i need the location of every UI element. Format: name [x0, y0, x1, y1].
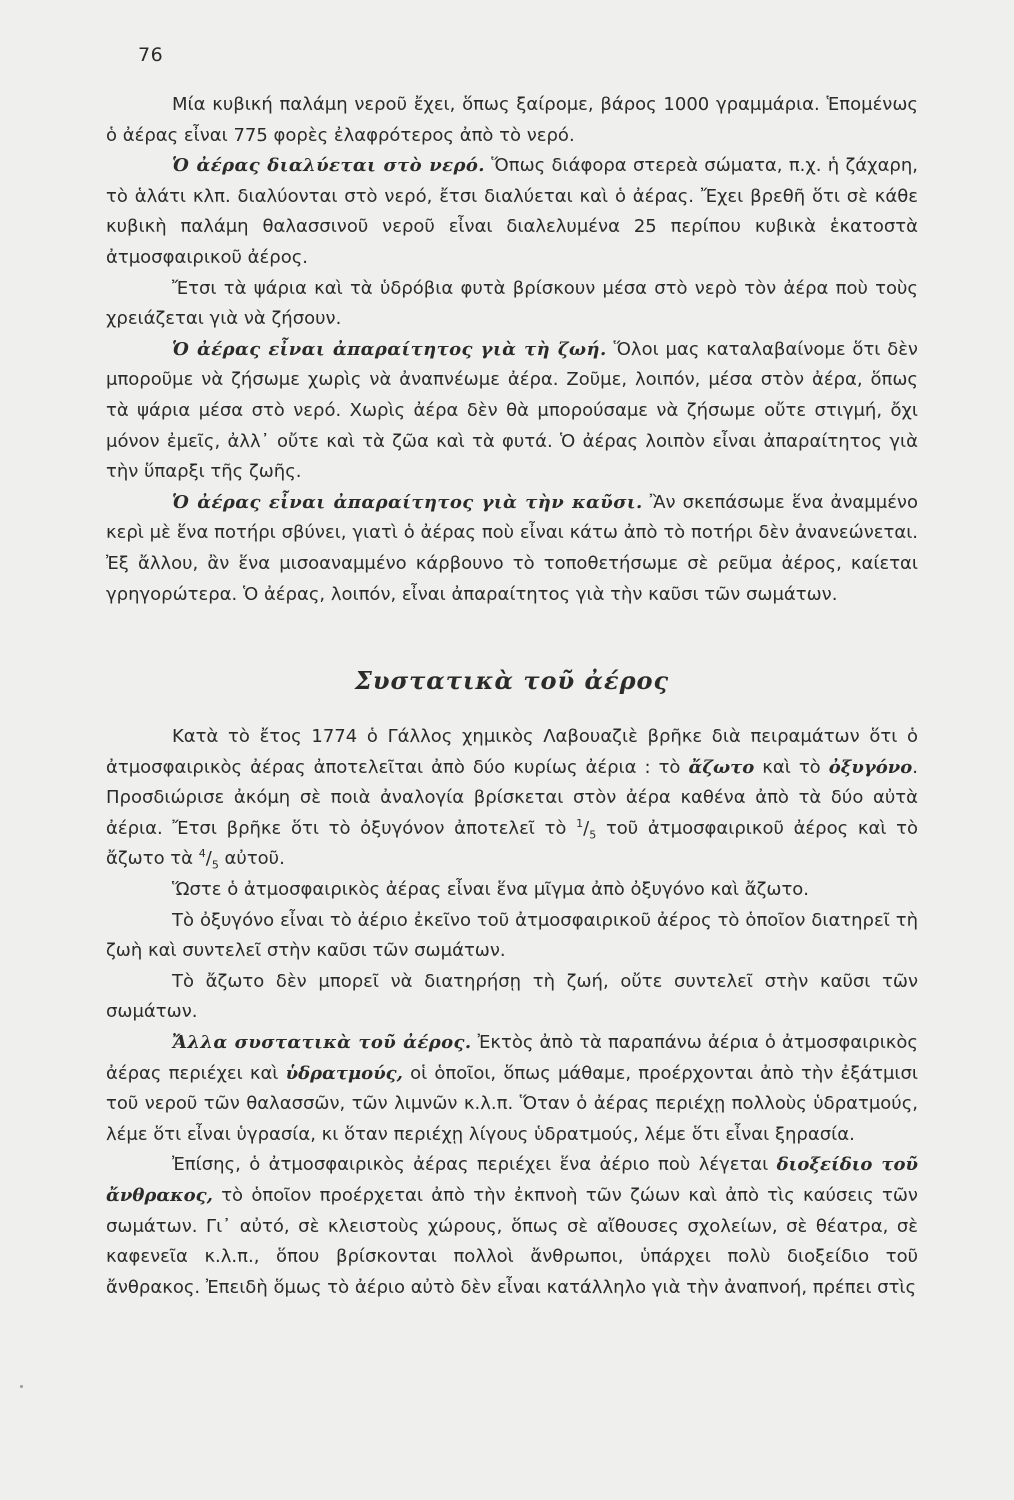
paragraph-air-for-combustion [106, 488, 918, 610]
term-water-vapor: ὑδρατμούς, [285, 1062, 403, 1084]
fraction-numerator: 4 [198, 847, 206, 861]
run-in-heading-other: Ἄλλα συστατικὰ τοῦ ἀέρος. [172, 1031, 472, 1053]
paragraph-text: Ὅπως διάφορα στερεὰ σώματα, π.χ. ἡ ζάχαρη, τὸ ἁλάτι κλπ. διαλύονται στὸ νερό, ἔτσι διαλύεται καὶ ὁ ἀέρας. Ἔχει βρεθῆ ὅτι σὲ κάθε κυβικὴ παλάμη θαλασσινοῦ νεροῦ εἶναι διαλελυμένα 25 περίπου κυβικὰ ἑκατοστὰ ἀτμοσφαιρικοῦ ἀέρος. [106, 155, 918, 268]
section-air-components [106, 722, 918, 1303]
paragraph-text: αὐτοῦ. [218, 848, 285, 870]
paragraph-air-weight: Μία κυβική παλάμη νεροῦ ἔχει, ὅπως ξαίρομε, βάρος 1000 γραμμάρια. Ἑπομένως ὁ ἀέρας εἶναι 775 φορὲς ἐλαφρότερος ἀπὸ τὸ νερό. [106, 94, 918, 146]
fraction-four-fifths: $^4/_5$ [198, 847, 219, 872]
fraction-denominator: 5 [589, 828, 597, 842]
paragraph-lavoisier [106, 722, 918, 875]
paragraph-text: καὶ τὸ [754, 756, 829, 778]
fraction-one-fifth: $^1/_5$ [576, 816, 597, 842]
paragraph-text: Ἐκτὸς ἀπὸ τὰ παραπάνω ἀέρια ὁ ἀτμοσφαιρικὸς ἀέρας περιέχει καὶ [106, 1031, 918, 1084]
paragraph-oxygen: Τὸ ὀξυγόνο εἶναι τὸ ἀέριο ἐκεῖνο τοῦ ἀτμοσφαιρικοῦ ἀέρος τὸ ὁποῖον διατηρεῖ τὴ ζωὴ καὶ συντελεῖ στὴν καῦσι τῶν σωμάτων. [106, 909, 918, 962]
paragraph-text: Ἂν σκεπάσωμε ἕνα ἀναμμένο κερὶ μὲ ἕνα ποτήρι σβύνει, γιατὶ ὁ ἀέρας ποὺ εἶναι κάτω ἀπὸ τὸ ποτήρι δὲν ἀνανεώνεται. Ἐξ ἄλλου, ἂν ἕνα μισοαναμμένο κάρβουνο τὸ τοποθετήσωμε σὲ ρεῦμα ἀέρος, καίεται γρηγορώτερα. Ὁ ἀέρας, λοιπόν, εἶναι ἀπαραίτητος γιὰ τὴν καῦσι τῶν σωμάτων. [106, 491, 919, 605]
run-in-heading-dissolves: Ὁ ἀέρας διαλύεται στὸ νερό. [172, 155, 485, 177]
paragraph-text: τοῦ ἀτμοσφαιρικοῦ ἀέρος καὶ τὸ ἄζωτο τὰ [106, 817, 918, 870]
section-heading: Συστατικὰ τοῦ ἀέρος [354, 666, 670, 695]
paragraph-text: . Προσδιώρισε ἀκόμη σὲ ποιὰ ἀναλογία βρίσκεται στὸν ἀέρα καθένα ἀπὸ τὰ δύο αὐτὰ ἀέρια. Ἔτσι βρῆκε ὅτι τὸ ὀξυγόνον ἀποτελεῖ τὸ [106, 756, 918, 839]
term-carbon-dioxide: διοξείδιο τοῦ ἄνθρακος, [106, 1154, 918, 1206]
paragraph-nitrogen: Τὸ ἄζωτο δὲν μπορεῖ νὰ διατηρήσῃ τὴ ζωή, οὔτε συντελεῖ στὴν καῦσι τῶν σωμάτων. [106, 970, 918, 1023]
term-oxygen: ὀξυγόνο [828, 756, 913, 778]
paper-speck [20, 1385, 23, 1388]
run-in-heading-combustion: Ὁ ἀέρας εἶναι ἀπαραίτητος γιὰ τὴν καῦσι. [172, 491, 643, 513]
page-number: 76 [138, 44, 164, 66]
section-air-properties [106, 90, 918, 610]
paragraph-text: οἱ ὁποῖοι, ὅπως μάθαμε, προέρχονται ἀπὸ τὴν ἐξάτμισι τοῦ νεροῦ τῶν θαλασσῶν, τῶν λιμνῶν κ.λ.π. Ὅταν ὁ ἀέρας περιέχῃ πολλοὺς ὑδρατμούς, λέμε ὅτι εἶναι ὑγρασία, κι ὅταν περιέχῃ λίγους ὑδρατμούς, λέμε ὅτι εἶναι ξηρασία. [106, 1062, 918, 1145]
fraction-denominator: 5 [211, 858, 219, 872]
paragraph-air-for-life [106, 335, 918, 488]
paragraph-text: Κατὰ τὸ ἔτος 1774 ὁ Γάλλος χημικὸς Λαβουαζιὲ βρῆκε διὰ πειραμάτων ὅτι ὁ ἀτμοσφαιρικὸς ἀέρας ἀποτελεῖται ἀπὸ δύο κυρίως ἀέρια : τὸ [106, 726, 918, 778]
paragraph-fish-plants: Ἔτσι τὰ ψάρια καὶ τὰ ὑδρόβια φυτὰ βρίσκουν μέσα στὸ νερὸ τὸν ἀέρα ποὺ τοὺς χρειάζεται γιὰ νὰ ζήσουν. [106, 277, 918, 330]
paragraph-text: Ὅλοι μας καταλαβαίνομε ὅτι δὲν μποροῦμε νὰ ζήσωμε χωρὶς νὰ ἀναπνέωμε ἀέρα. Ζοῦμε, λοιπόν, μέσα στὸν ἀέρα, ὅπως τὰ ψάρια μέσα στὸ νερό. Χωρὶς ἀέρα δὲν θὰ μπορούσαμε νὰ ζήσωμε οὔτε στιγμή, ὄχι μόνον ἐμεῖς, ἀλλ᾽ οὔτε καὶ τὰ ζῶα καὶ τὰ φυτά. Ὁ ἀέρας λοιπὸν εἶναι ἀπαραίτητος γιὰ τὴν ὕπαρξι τῆς ζωῆς. [106, 338, 918, 483]
paragraph-mixture: Ὥστε ὁ ἀτμοσφαιρικὸς ἀέρας εἶναι ἕνα μῖγμα ἀπὸ ὀξυγόνο καὶ ἄζωτο. [172, 878, 810, 900]
paragraph-air-dissolves [106, 151, 918, 273]
paragraph-other-components [106, 1028, 918, 1150]
term-nitrogen: ἄζωτο [688, 756, 755, 778]
paragraph-text: τὸ ὁποῖον προέρχεται ἀπὸ τὴν ἐκπνοὴ τῶν ζώων καὶ ἀπὸ τὶς καύσεις τῶν σωμάτων. Γι᾽ αὐτό, σὲ κλειστοὺς χώρους, ὅπως σὲ αἴθουσες σχολείων, σὲ θέατρα, σὲ καφενεῖα κ.λ.π., ὅπου βρίσκονται πολλοὶ ἄνθρωποι, ὑπάρχει πολὺ διοξείδιο τοῦ ἄνθρακος. Ἐπειδὴ ὅμως τὸ ἀέριο αὐτὸ δὲν εἶναι κατάλληλο γιὰ τὴν ἀναπνοή, πρέπει στὶς [106, 1184, 918, 1298]
run-in-heading-life: Ὁ ἀέρας εἶναι ἀπαραίτητος γιὰ τὴ ζωή. [172, 338, 607, 360]
paragraph-text: Ἐπίσης, ὁ ἀτμοσφαιρικὸς ἀέρας περιέχει ἕνα ἀέριο ποὺ λέγεται [172, 1154, 777, 1176]
paragraph-carbon-dioxide [106, 1150, 918, 1303]
fraction-numerator: 1 [576, 816, 584, 830]
